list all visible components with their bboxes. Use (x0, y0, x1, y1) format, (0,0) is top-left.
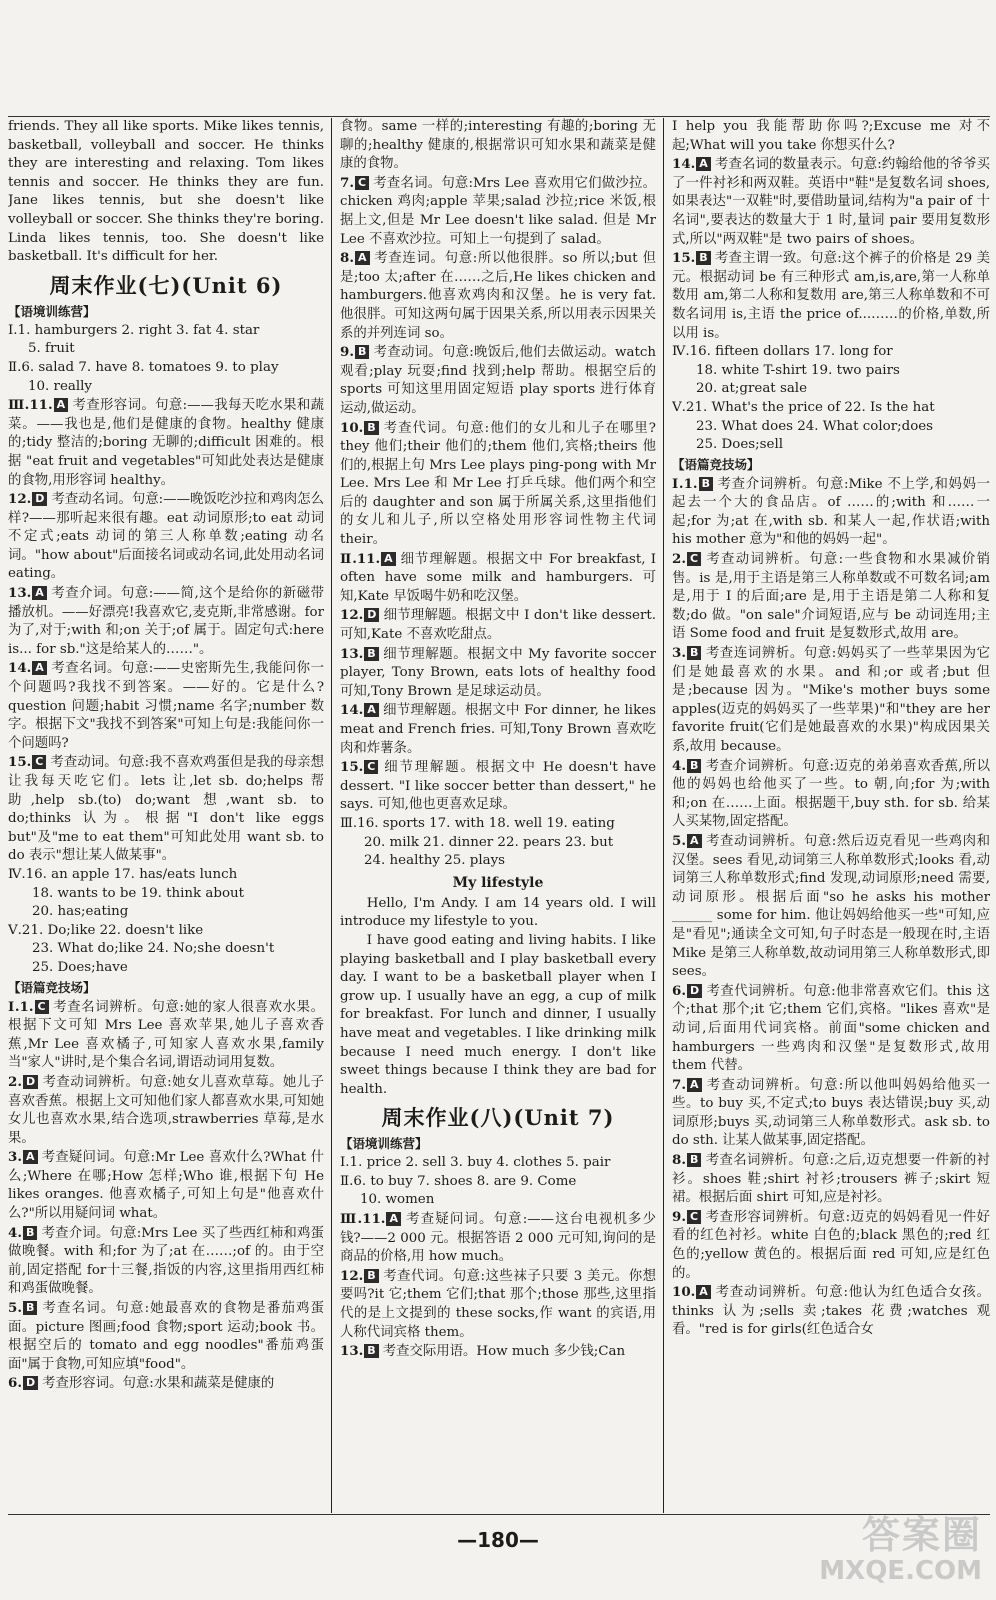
explanation-item (340, 249, 656, 343)
answer-line: Ⅰ.1. price 2. sell 3. buy 4. clothes 5. pair (340, 1155, 611, 1171)
question-number: 6. (672, 982, 686, 999)
answer-line: 5. fruit (28, 341, 75, 357)
question-number: 12. (340, 607, 364, 624)
answer-line: 10. women (360, 1192, 435, 1208)
explanation-text: 考查连词。句意:所以他很胖。so 所以;but 但是;too 太;after 在……之后,He likes chicken and hamburgers.他喜欢鸡肉和汉堡。he is very fat. 他很胖。可知这两句属于因果关系,所以用表示因果关系的并列连词 so。 (340, 251, 656, 341)
question-number: 3. (672, 645, 686, 662)
explanation-text: 考查动词辨析。句意:她女儿喜欢草莓。她儿子喜欢香蕉。根据上文可知他们家人都喜欢水果,可知她女儿也喜欢水果,结合选项,strawberries 草莓,是水果。 (8, 1074, 324, 1146)
explanation-item (8, 584, 324, 659)
explanation-item (340, 343, 656, 418)
answer-badge: D (32, 492, 47, 506)
column-right (672, 118, 990, 1513)
question-number: 2. (8, 1073, 22, 1090)
answer-badge: D (687, 984, 702, 998)
explanation-text: 考查代词。句意:他们的女儿和儿子在哪里?they 他们;their 他们的;them 他们,宾格;theirs 他们的,根据上句 Mrs Lee plays ping-pong with Mr Lee. Mrs Lee 和 Mr Lee 打乒乓球。他们两个和空后的 daughter and son 属于所属关系,这里指他们的女儿和儿子,所以空格处用形容词性物主代词 their。 (340, 420, 656, 548)
answer-badge: A (364, 703, 379, 717)
answer-badge: A (687, 834, 702, 848)
question-number: 5. (672, 832, 686, 849)
answer-line: 25. Does;have (32, 959, 128, 975)
explanation-text: 考查动词。句意:晚饭后,他们去做运动。watch 观看;play 玩耍;find 找到;help 帮助。根据空后的 sports 可知这里用固定短语 play sports 进行体育运动,做运动。 (340, 345, 656, 416)
question-number: Ⅲ.11. (340, 1211, 386, 1228)
answer-line: 23. What do;like 24. No;she doesn't (32, 941, 275, 957)
answer-badge: B (23, 1301, 37, 1315)
question-number: Ⅰ.1. (672, 475, 698, 492)
explanation-item (8, 1299, 324, 1374)
answer-badge: B (364, 1269, 378, 1283)
question-number: 6. (8, 1375, 22, 1392)
answer-line: Ⅱ.6. salad 7. have 8. tomatoes 9. to play (8, 359, 279, 375)
explanation-item (8, 1224, 324, 1299)
answer-badge: A (32, 586, 47, 600)
explanation-item (8, 998, 324, 1073)
explanation-item (672, 1076, 990, 1151)
watermark-url: MXQE.COM (819, 1556, 982, 1586)
explanation-item (8, 753, 324, 866)
question-number: 12. (8, 491, 32, 508)
answer-badge: C (687, 552, 701, 566)
answer-badge: B (355, 345, 369, 359)
question-number: 13. (340, 1343, 364, 1360)
column-divider-1 (331, 118, 332, 1513)
answer-badge: A (381, 552, 396, 566)
answer-badge: A (355, 251, 370, 265)
answer-badge: B (699, 477, 713, 491)
section-title-weekend-8: 周末作业(八)(Unit 7) (381, 1105, 615, 1131)
essay-paragraph: Hello, I'm Andy. I am 14 years old. I will introduce my lifestyle to you. (340, 895, 656, 930)
explanation-text: 细节理解题。根据文中 For dinner, he likes meat and French fries. 可知,Tony Brown 喜欢吃肉和炸薯条。 (340, 703, 656, 756)
explanation-text: 细节理解题。根据文中 He doesn't have dessert. "I like soccer better than dessert," he says. 可知,他也更喜欢足球。 (340, 760, 656, 813)
explanation-item (672, 644, 990, 757)
explanation-text: 考查名词辨析。句意:她的家人很喜欢水果。根据下文可知 Mrs Lee 喜欢苹果,她儿子喜欢香蕉,Mr Lee 喜欢橘子,可知家人喜欢水果,family 当"家人"讲时,是个集合名词,谓语动词用复数。 (8, 999, 324, 1071)
section-tag-context-training: 【语境训练营】 (340, 1136, 428, 1152)
question-number: Ⅰ.1. (8, 998, 34, 1015)
answer-badge: C (35, 1000, 49, 1014)
question-number: 5. (8, 1300, 22, 1317)
explanation-item (340, 550, 656, 607)
explanation-text: 考查介词辨析。句意:迈克的弟弟喜欢香蕉,所以他的妈妈也给他买了一些。to 朝,向;for 为;with 和;on 在……上面。根据题干,buy sth. for sb. 给某人买某物,固定搭配。 (672, 758, 990, 830)
section-tag-passage-arena: 【语篇竞技场】 (8, 979, 96, 995)
answer-line: 20. has;eating (32, 904, 129, 920)
answer-badge: B (687, 759, 701, 773)
explanation-item (8, 1148, 324, 1223)
explanation-item (672, 1208, 990, 1283)
explanation-text: 细节理解题。根据文中 My favorite soccer player, Tony Brown, eats lots of healthy food 可知,Tony Brown 是足球运动员。 (340, 646, 656, 699)
answer-line: 25. Does;sell (696, 437, 784, 453)
explanation-text: 考查动词辨析。句意:然后迈克看见一些鸡肉和汉堡。sees 看见,动词第三人称单数形式;looks 看,动词第三人称单数形式;find 发现,动词原形;need 需要,动词原形。根据后面"so he asks his mother ______ some for him. 他让妈妈给他买一些"可知,应是"看见";通读全文可知,句子时态是一般现在时,主语 Mike 是第三人称单数,故动词用第三人称单数形式,即 sees。 (672, 833, 990, 980)
explanation-item (8, 659, 324, 753)
explanation-continued: 食物。same 一样的;interesting 有趣的;boring 无聊的;healthy 健康的,根据常识可知水果和蔬菜是健康的食物。 (340, 119, 656, 172)
answer-badge: A (687, 1078, 702, 1092)
question-number: 4. (672, 757, 686, 774)
question-number: 13. (8, 585, 32, 602)
explanation-text: 考查介词。句意:Mrs Lee 买了些西红柿和鸡蛋做晚餐。with 和;for 为了;at 在……;of 的。由于空前,固定搭配 for十三餐,指饭的内容,这里指用西红柿和鸡蛋做晚餐。 (8, 1225, 324, 1297)
question-number: 7. (340, 174, 354, 191)
answer-badge: B (364, 647, 378, 661)
question-number: 9. (672, 1208, 686, 1225)
explanation-text: 考查动词。句意:我不喜欢鸡蛋但是我的母亲想让我每天吃它们。lets 让,let sb. do;helps 帮助,help sb.(to) do;want 想,want sb. to do;thinks 认为。根据"I don't like eggs but"及"me to eat them"可知此处用 want sb. to do 表示"想让某人做某事"。 (8, 755, 324, 864)
answer-badge: D (364, 608, 379, 622)
answer-line: 20. at;great sale (696, 381, 808, 397)
question-number: 4. (8, 1224, 22, 1241)
explanation-item (8, 396, 324, 490)
column-middle (340, 118, 656, 1513)
answer-badge: B (687, 1153, 701, 1167)
question-number: 9. (340, 344, 354, 361)
answer-line: 24. healthy 25. plays (364, 853, 506, 869)
question-number: 7. (672, 1076, 686, 1093)
explanation-text: 考查疑问词。句意:——这台电视机多少钱?——2 000 元。根据答语 2 000 元可知,询问的是商品的价格,用 how much。 (340, 1212, 656, 1265)
answer-badge: D (23, 1376, 38, 1390)
explanation-item (8, 1073, 324, 1148)
explanation-text: 考查连词辨析。句意:妈妈买了一些苹果因为它们是她最喜欢的水果。and 和;or 或者;but 但是;because 因为。"Mike's mother buys some apples(迈克的妈妈买了一些苹果)"和"they are her favorite fruit(它们是她最喜欢的水果)"构成因果关系,故用 because。 (672, 646, 990, 754)
question-number: 14. (8, 660, 32, 677)
answer-line: Ⅴ.21. Do;like 22. doesn't like (8, 922, 204, 938)
question-number: 10. (340, 419, 364, 436)
section-tag-passage-arena: 【语篇竞技场】 (672, 456, 760, 472)
answer-line: 23. What does 24. What color;does (696, 418, 934, 434)
explanation-text: 考查动词辨析。句意:所以他叫妈妈给他买一些。to buy 买,不定式;to buys 表达错误;buy 买,动词原形;buys 买,动词第三人称单数形式。ask sb. to do sth. 让某人做某事,固定搭配。 (672, 1077, 990, 1149)
answer-badge: B (23, 1226, 37, 1240)
explanation-text: 考查名词的数量表示。句意:约翰给他的爷爷买了一件衬衫和两双鞋。英语中"鞋"是复数名词 shoes,如果表达"一双鞋"时,要借助量词,结构为"a pair of 十名词",要表达的数量大于 1 时,量词 pair 要用复数形式,所以"两双鞋"是 two pairs of shoes。 (672, 157, 990, 247)
answer-badge: A (32, 661, 47, 675)
question-number: 3. (8, 1149, 22, 1166)
explanation-item (672, 475, 990, 550)
answer-line: Ⅱ.6. to buy 7. shoes 8. are 9. Come (340, 1173, 577, 1189)
answer-badge: A (386, 1212, 401, 1226)
answer-badge: C (355, 176, 369, 190)
explanation-item (340, 174, 656, 249)
answer-line: Ⅲ.16. sports 17. with 18. well 19. eating (340, 815, 615, 831)
answer-badge: B (364, 421, 378, 435)
answer-line: Ⅰ.1. hamburgers 2. right 3. fat 4. star (8, 322, 260, 338)
explanation-text: 考查代词。句意:这些袜子只要 3 美元。你想要吗?it 它;them 它们;that 那个;those 那些,这里指代的是上文提到的 these socks,作 want 的宾语,用人称代词宾格 them。 (340, 1268, 656, 1340)
essay-paragraph: I have good eating and living habits. I like playing basketball and I play basketball every day. I want to be a basketball player when I grow up. I usually have an egg, a cup of milk for breakfast. For lunch and dinner, I usually have meat and vegetables. I like drinking milk because I need much energy. I don't like sweet things because I think they are bad for health. (340, 932, 656, 1097)
explanation-text: 细节理解题。根据文中 I don't like dessert. 可知,Kate 不喜欢吃甜点。 (340, 608, 656, 643)
explanation-text: 考查形容词。句意:水果和蔬菜是健康的 (42, 1376, 275, 1392)
question-number: 14. (672, 156, 696, 173)
question-number: 10. (672, 1284, 696, 1301)
explanation-item (340, 701, 656, 758)
explanation-item (672, 832, 990, 982)
question-number: 2. (672, 551, 686, 568)
explanation-item (672, 1283, 990, 1340)
explanation-text: 考查名词辨析。句意:之后,迈克想要一件新的衬衫。shoes 鞋;shirt 衬衫;trousers 裤子;skirt 短裙。根据后面 shirt 可知,应是衬衫。 (672, 1153, 990, 1206)
explanation-item (672, 982, 990, 1076)
explanation-text: 考查介词。句意:——简,这个是给你的新磁带播放机。——好漂亮!我喜欢它,麦克斯,非常感谢。for 为了,对于;with 和;on 关于;of 属于。固定句式:here is... for sb."这是给某人的……"。 (8, 586, 324, 657)
explanation-item (672, 757, 990, 832)
answer-badge: A (23, 1150, 38, 1164)
explanation-item (340, 645, 656, 702)
column-divider-2 (663, 118, 664, 1513)
question-number: 12. (340, 1267, 364, 1284)
answer-badge: B (364, 1344, 378, 1358)
answer-line: Ⅳ.16. an apple 17. has/eats lunch (8, 866, 238, 882)
answer-line: 20. milk 21. dinner 22. pears 23. but (364, 834, 614, 850)
explanation-item (8, 490, 324, 584)
sample-essay (340, 895, 656, 1100)
answer-line: Ⅳ.16. fifteen dollars 17. long for (672, 344, 893, 360)
column-left (8, 118, 324, 1513)
question-number: 15. (672, 250, 696, 267)
explanation-continued: I help you 我能帮助你吗?;Excuse me 对不起;What will you take 你想买什么? (672, 119, 990, 153)
essay-title: My lifestyle (452, 874, 544, 891)
question-number: 8. (672, 1152, 686, 1169)
question-number: 14. (340, 702, 364, 719)
answer-badge: C (364, 760, 378, 774)
answer-line: 18. wants to be 19. think about (32, 885, 245, 901)
section-title-weekend-7: 周末作业(七)(Unit 6) (49, 272, 283, 298)
question-number: Ⅱ.11. (340, 550, 381, 567)
answer-badge: C (687, 1210, 701, 1224)
explanation-item (340, 758, 656, 815)
explanation-item (672, 1151, 990, 1208)
explanation-text: 考查形容词。句意:——我每天吃水果和蔬菜。——我也是,他们是健康的食物。healthy 健康的;tidy 整洁的;boring 无聊的;difficult 困难的。根据 "eat fruit and vegetables"可知此处表达是健康的食物,用形容词 healthy。 (8, 398, 324, 488)
explanation-text: 考查主谓一致。句意:这个裤子的价格是 29 美元。根据动词 be 有三种形式 am,is,are,第一人称单数用 am,第二人称和复数用 are,第三人称单数和不可数名词用 is,主语 the price of...……的价格,单数,所以用 is。 (672, 251, 990, 341)
question-number: Ⅲ.11. (8, 397, 53, 414)
explanation-item (340, 1342, 656, 1362)
explanation-item (340, 419, 656, 550)
answer-badge: A (696, 157, 711, 171)
reading-passage-end: friends. They all like sports. Mike likes tennis, basketball, volleyball and soccer. He thinks they are interesting and relaxing. Tom likes tennis and soccer. He thinks they are fun. Jane likes tennis, but she doesn't like volleyball or soccer. She thinks they're boring. Linda likes tennis, too. She doesn't like basketball. It's difficult for her. (8, 119, 324, 265)
explanation-text: 考查形容词辨析。句意:迈克的妈妈看见一件好看的红色衬衫。white 白色的;black 黑色的;red 红色的;yellow 黄色的。根据后面 red 可知,应是红色的。 (672, 1209, 990, 1281)
explanation-text: 考查动词辨析。句意:一些食物和水果减价销售。is 是,用于主语是第三人称单数或不可数名词;am 是,用于 I 的后面;are 是,用于主语是第二人称和复数;do 做。"on sale"介词短语,应与 be 动词连用;主语 Some food and fruit 是复数形式,故用 are。 (672, 552, 990, 642)
watermark-logo (819, 1514, 982, 1586)
explanation-text: 考查交际用语。How much 多少钱;Can (382, 1344, 626, 1360)
answer-badge: B (696, 251, 710, 265)
answer-line: 18. white T-shirt 19. two pairs (696, 362, 900, 378)
explanation-text: 细节理解题。根据文中 For breakfast, I often have some milk and hamburgers. 可知,Kate 早饭喝牛奶和吃汉堡。 (340, 551, 656, 604)
question-number: 13. (340, 645, 364, 662)
watermark-text: 答案圈 (861, 1513, 982, 1557)
explanation-item (340, 606, 656, 644)
answer-badge: A (696, 1285, 711, 1299)
explanation-text: 考查名词。句意:她最喜欢的食物是番茄鸡蛋面。picture 图画;food 食物;sport 运动;book 书。根据空后的 tomato and egg noodles"番茄鸡蛋面"属于食物,可知应填"food"。 (8, 1301, 324, 1372)
explanation-text: 考查动词辨析。句意:他认为红色适合女孩。thinks 认为;sells 卖;takes 花费;watches 观看。"red is for girls(红色适合女 (672, 1285, 990, 1338)
explanation-item (340, 1210, 656, 1267)
explanation-text: 考查代词辨析。句意:他非常喜欢它们。this 这个;that 那个;it 它;them 它们,宾格。"likes 喜欢"是动词,后面用代词宾格。前面"some chicken and hamburgers 一些鸡肉和汉堡"是复数形式,故用 them 代替。 (672, 983, 990, 1074)
answer-badge: D (23, 1075, 38, 1089)
answer-line: 10. really (28, 378, 92, 394)
explanation-text: 考查介词辨析。句意:Mike 不上学,和妈妈一起去一个大的食品店。of ……的;with 和……一起;for 为;at 在,with sb. 和某人一起,作状语;with his mother 意为"和他的妈妈一起"。 (672, 476, 990, 548)
explanation-text: 考查名词。句意:——史密斯先生,我能问你一个问题吗?我找不到答案。——好的。它是什么?question 问题;habit 习惯;name 名字;number 数字。根据下文"我找不到答案"可知上句是:我能问你一个问题吗? (8, 661, 324, 751)
answer-line: Ⅴ.21. What's the price of 22. Is the hat (672, 399, 935, 415)
section-tag-context-training: 【语境训练营】 (8, 303, 96, 319)
explanation-text: 考查动名词。句意:——晚饭吃沙拉和鸡肉怎么样?——那听起来很有趣。eat 动词原形;to eat 动词不定式;eats 动词的第三人称单数;eating 动名词。"how about"后面接名词或动名词,此处用动名词 eating。 (8, 492, 324, 582)
explanation-text: 考查疑问词。句意:Mr Lee 喜欢什么?What 什么;Where 在哪;How 怎样;Who 谁,根据下句 He likes oranges. 他喜欢橘子,可知上句是"他喜欢什么?"所以用疑问词 what。 (8, 1150, 324, 1222)
question-number: 15. (8, 754, 32, 771)
explanation-item (340, 1267, 656, 1342)
top-rule (8, 116, 990, 117)
answer-badge: A (54, 398, 69, 412)
explanation-item (672, 550, 990, 644)
question-number: 15. (340, 759, 364, 776)
explanation-item (672, 249, 990, 343)
explanation-item (672, 155, 990, 249)
explanation-item (8, 1374, 324, 1394)
answer-badge: C (32, 755, 46, 769)
answer-badge: B (687, 646, 701, 660)
explanation-text: 考查名词。句意:Mrs Lee 喜欢用它们做沙拉。chicken 鸡肉;apple 苹果;salad 沙拉;rice 米饭,根据上文,但是 Mr Lee doesn't like salad. 但是 Mr Lee 不喜欢沙拉。可知上一句提到了 salad。 (340, 175, 656, 247)
question-number: 8. (340, 250, 354, 267)
page-number: —180— (457, 1528, 539, 1552)
